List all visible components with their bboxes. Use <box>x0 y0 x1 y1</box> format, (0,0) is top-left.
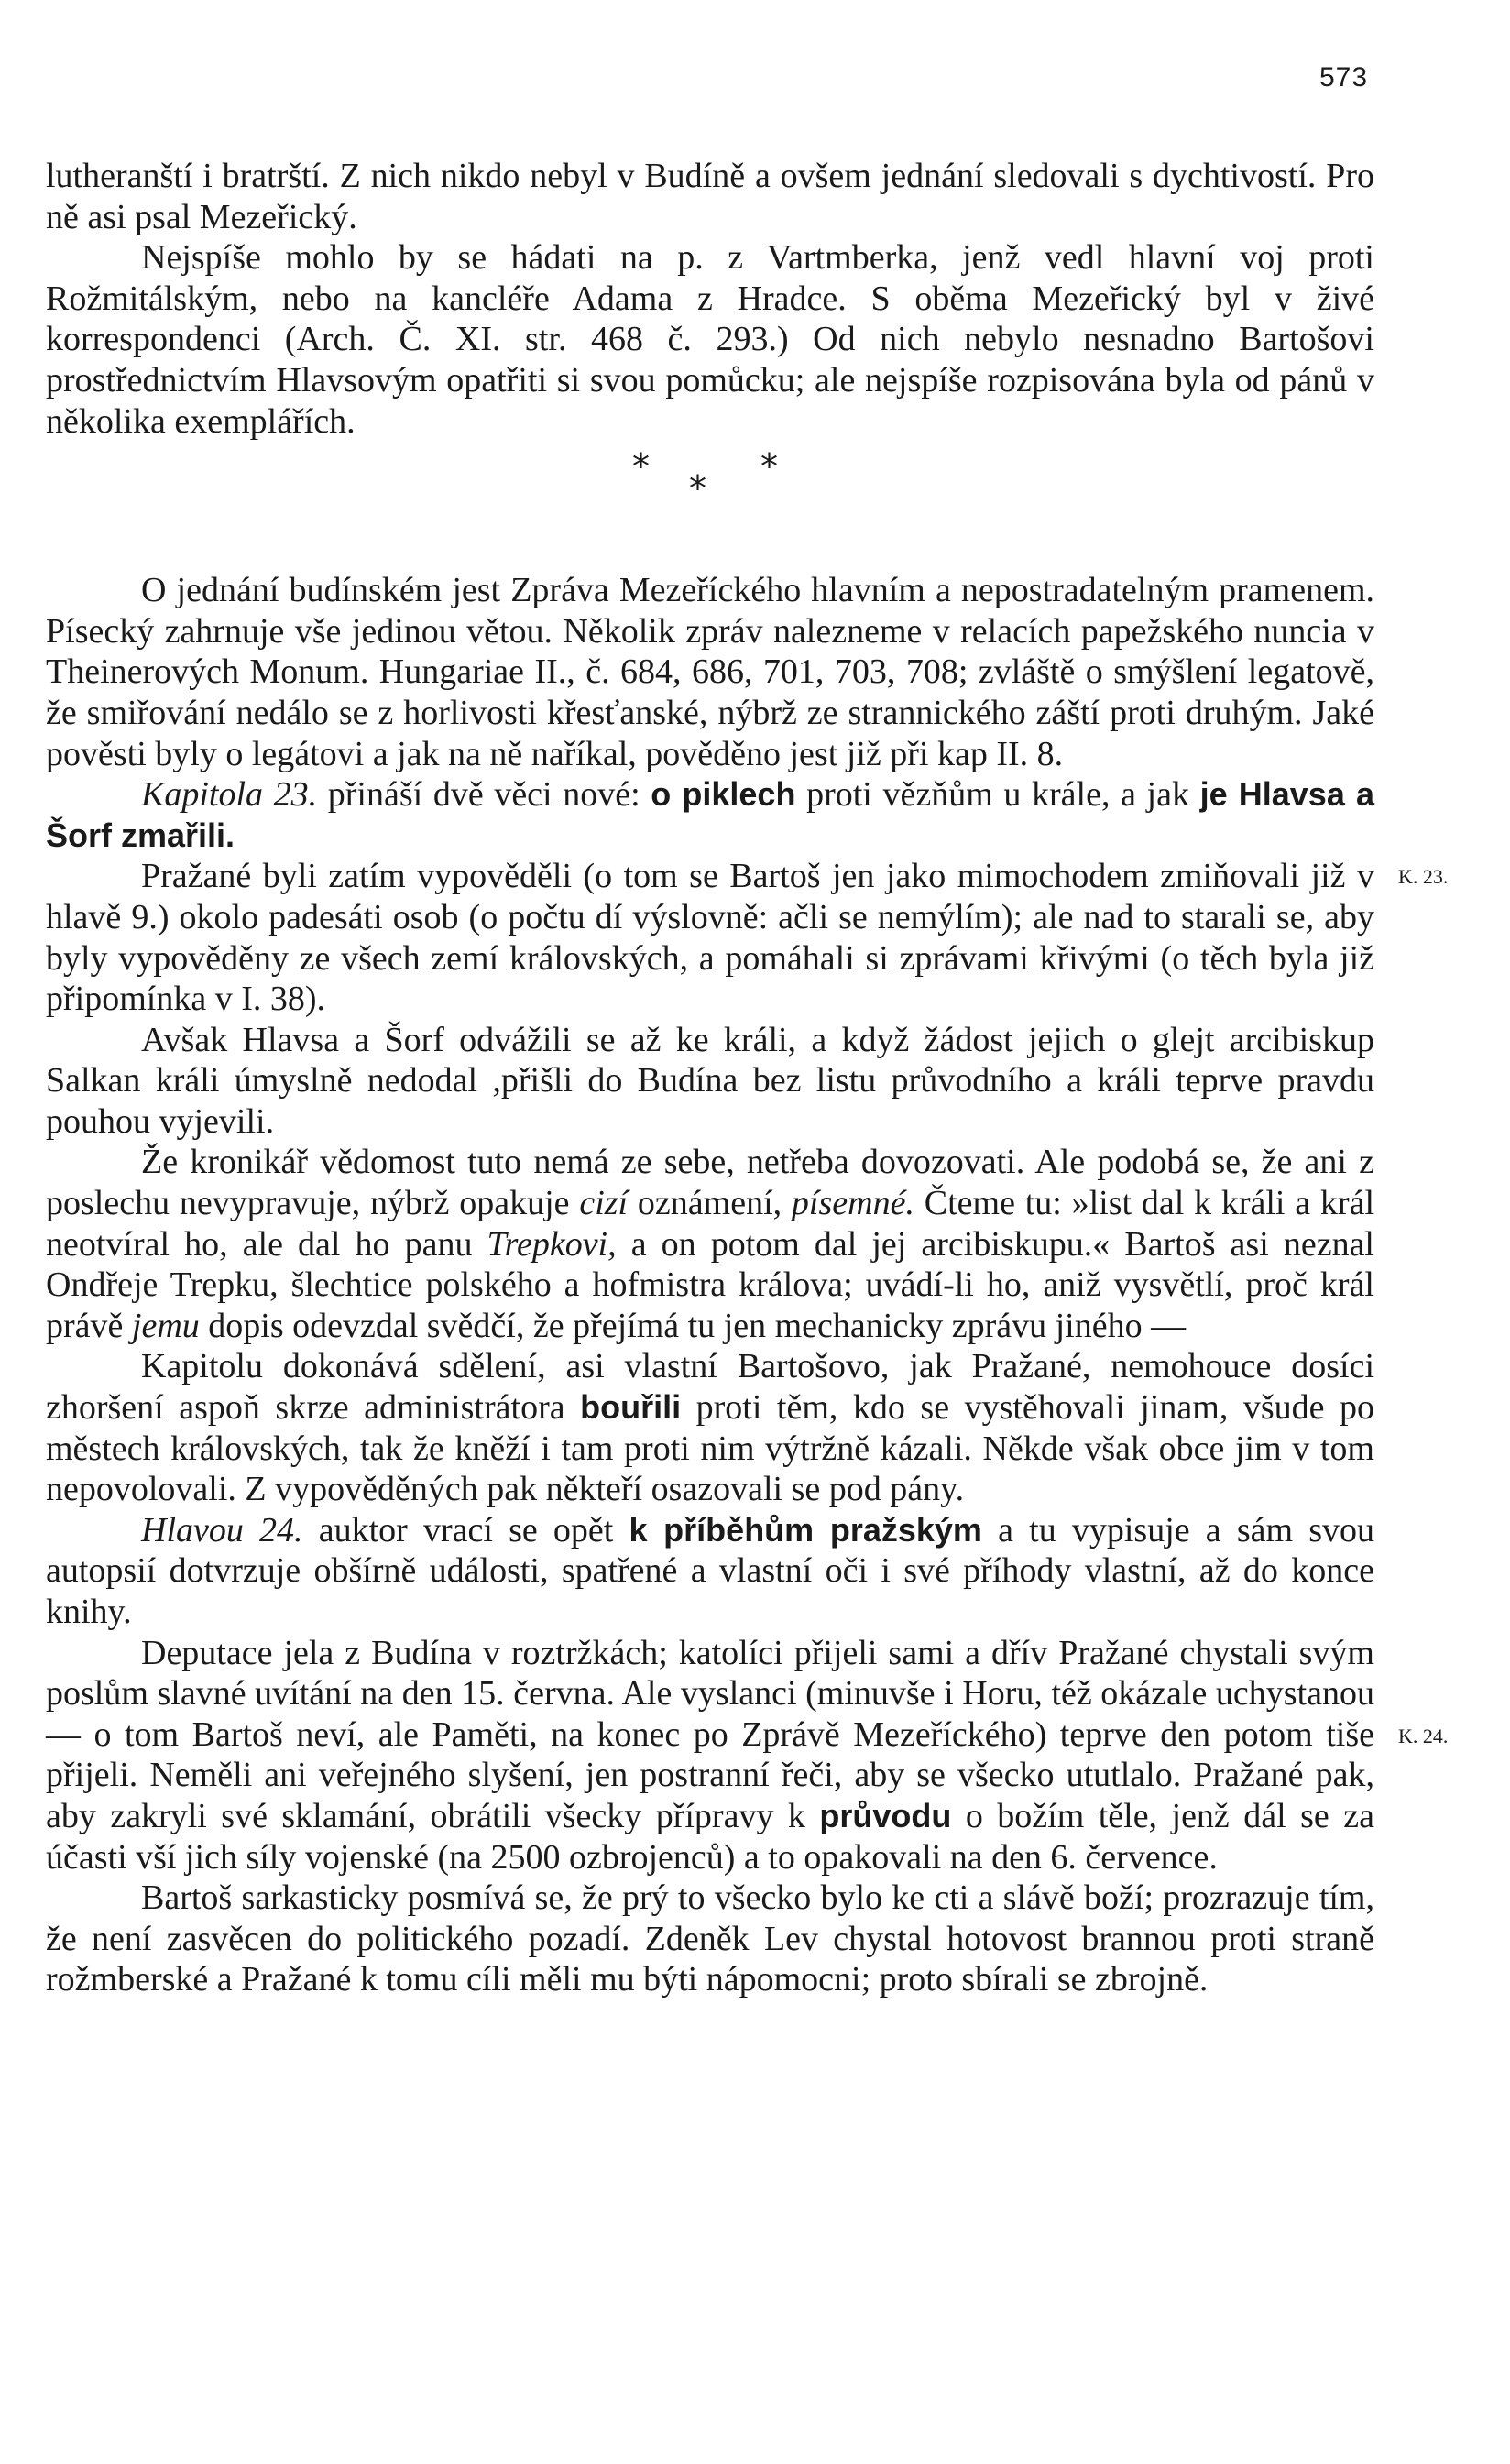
chapter-ref-23: Kapitola 23. <box>141 775 318 815</box>
emphasis-hlavsa-sorf: je Hlavsa a Šorf zmařili. <box>46 775 1374 854</box>
page-number: 573 <box>1319 62 1369 93</box>
paragraph-6: Avšak Hlavsa a Šorf odvážili se až ke králi, a když žádost jejich o glejt arcibiskup Salkan králi úmyslně nedodal ,přišli do Budína bez listu průvodního a králi teprve pravdu pouhou vyjevili. <box>46 1020 1374 1141</box>
paragraph-1: lutheranští i bratrští. Z nich nikdo nebyl v Budíně a ovšem jednání sledovali s dychtivostí. Pro ně asi psal Mezeřický. <box>46 157 1374 236</box>
margin-note-k24: K. 24. <box>1398 1725 1449 1747</box>
paragraph-2: Nejspíše mohlo by se hádati na p. z Vartmberka, jenž vedl hlavní voj proti Rožmitálským, nebo na kancléře Adama z Hradce. S oběma Mezeřický byl v živé korrespondenci (Arch. Č. XI. str. 468 č. 293.) Od nich nebylo nesnadno Bartošovi prostřednictvím Hlavsovým opatřiti si svou pomůcku; ale nejspíše rozpisována byla od pánů v několika exemplářích. <box>46 238 1374 441</box>
emphasis-bourili: bouřili <box>580 1388 682 1427</box>
paragraph-7: Že kronikář vědomost tuto nemá ze sebe, netřeba dovozovati. Ale podobá se, že ani z poslechu nevypravuje, nýbrž opakuje cizí oznámení, písemné. Čteme tu: »list dal k králi a král neotvíral ho, ale dal ho panu Trepkovi, a on potom dal jej arcibiskupu.« Bartoš asi neznal Ondřeje Trepku, šlechtice polského a hofmistra králova; uvádí-li ho, aniž vysvětlí, proč král právě jemu dopis odevzdal svědčí, že přejímá tu jen mechanicky zprávu jiného — <box>46 1143 1375 1345</box>
margin-note-k23: K. 23. <box>1398 865 1449 888</box>
paragraph-4: Kapitola 23. přináší dvě věci nové: o piklech proti vězňům u krále, a jak je Hlavsa a Šorf zmařili. <box>46 775 1374 854</box>
paragraph-8: Kapitolu dokonává sdělení, asi vlastní Bartošovo, jak Pražané, nemohouce dosíci zhoršení aspoň skrze administrátora bouřili proti těm, kdo se vystěhovali jinam, všude po městech královských, tak že kněží i tam proti nim výtržně kázali. Někde však obce jim v tom nepovolovali. Z vypověděných pak někteří osazovali se pod pány. <box>46 1347 1375 1509</box>
separator-star: * <box>632 446 650 487</box>
paragraph-5: Pražané byli zatím vypověděli (o tom se Bartoš jen jako mimochodem zmiňovali již v hlavě 9.) okolo padesáti osob (o počtu dí výslovně: ačli se nemýlím); ale nad to starali se, aby byly vypověděny ze všech zemí královských, a pomáhali si zprávami křivými (o těch byla již připomínka v I. 38). <box>46 857 1374 1019</box>
body-text <box>46 156 1374 2000</box>
paragraph-10: Deputace jela z Budína v roztržkách; katolíci přijeli sami a dřív Pražané chystali svým poslům slavné uvítání na den 15. června. Ale vyslanci (minuvše i Horu, též okázale uchystanou — o tom Bartoš neví, ale Paměti, na konec po Zprávě Mezeříckého) teprve den potom tiše přijeli. Neměli ani veřejného slyšení, jen postranní řeči, aby se všecko ututlalo. Pražané pak, aby zakryli své sklamání, obrátili všecky přípravy k průvodu o božím těle, jenž dál se za účasti vší jich síly vojenské (na 2500 ozbrojenců) a to opakovali na den 6. července. <box>46 1633 1374 1877</box>
emphasis-pribehy: k příběhům pražským <box>629 1510 982 1549</box>
emphasis-pruvodu: průvodu <box>819 1796 952 1834</box>
separator-star: * <box>689 468 706 509</box>
emphasis-pikle: o piklech <box>651 775 796 814</box>
paragraph-9: Hlavou 24. auktor vrací se opět k příběhům pražským a tu vypisuje a sám svou autopsií dotvrzuje obšírně události, spatřené a vlastní oči i své příhody vlastní, až do konce knihy. <box>46 1510 1375 1631</box>
paragraph-11: Bartoš sarkasticky posmívá se, že prý to všecko bylo ke cti a slávě boží; prozrazuje tím, že není zasvěcen do politického pozadí. Zdeněk Lev chystal hotovost brannou proti straně rožmberské a Pražané k tomu cíli měli mu býti nápomocni; proto sbírali se zbrojně. <box>46 1878 1374 1999</box>
paragraph-3: O jednání budínském jest Zpráva Mezeříckého hlavním a nepostradatelným pramenem. Písecký zahrnuje vše jedinou větou. Několik zpráv nalezneme v relacích papežského nuncia v Theinerových Monum. Hungariae II., č. 684, 686, 701, 703, 708; zvláště o smýšlení legatově, že smiřování nedálo se z horlivosti křesťanské, nýbrž ze strannického záští proti druhým. Jaké pověsti byly o legátovi a jak na ně naříkal, pověděno jest již při kap II. 8. <box>46 571 1374 773</box>
section-separator <box>46 442 1374 570</box>
separator-star: * <box>760 446 778 487</box>
chapter-ref-24: Hlavou 24. <box>141 1510 303 1550</box>
